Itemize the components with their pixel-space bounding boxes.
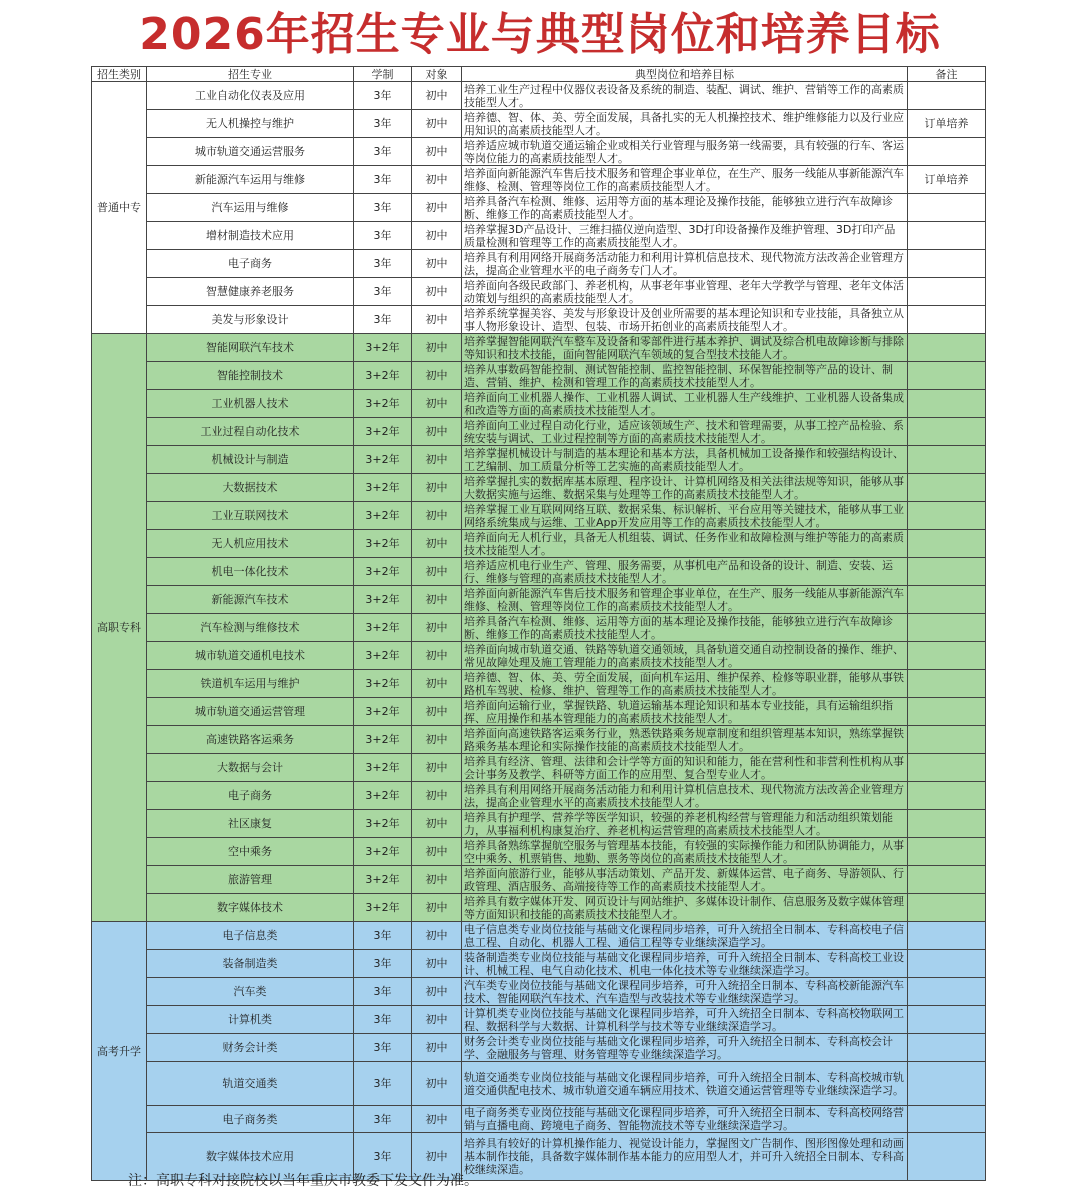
years-cell: 3+2年 (354, 502, 412, 530)
goal-cell: 培养适应城市轨道交通运输企业或相关行业管理与服务第一线需要，具有较强的行车、客运等岗位能力的高素质技能型人才。 (462, 138, 908, 166)
major-cell: 电子信息类 (147, 922, 354, 950)
table-row (92, 642, 986, 670)
table-row (92, 1106, 986, 1133)
table-row (92, 950, 986, 978)
goal-cell: 电子商务类专业岗位技能与基础文化课程同步培养，可升入统招全日制本、专科高校网络营销与直播电商、跨境电子商务、智能物流技术等专业继续深造学习。 (462, 1106, 908, 1133)
enrollment-table (91, 66, 986, 1181)
target-cell: 初中 (412, 1106, 462, 1133)
years-cell: 3+2年 (354, 782, 412, 810)
note-cell (908, 138, 986, 166)
years-cell: 3+2年 (354, 894, 412, 922)
note-cell (908, 698, 986, 726)
major-cell: 装备制造类 (147, 950, 354, 978)
table-row (92, 866, 986, 894)
years-cell: 3年 (354, 950, 412, 978)
major-cell: 无人机操控与维护 (147, 110, 354, 138)
table-row (92, 558, 986, 586)
table-row (92, 1006, 986, 1034)
table-row (92, 110, 986, 138)
major-cell: 新能源汽车技术 (147, 586, 354, 614)
years-cell: 3+2年 (354, 614, 412, 642)
goal-cell: 培养具备汽车检测、维修、运用等方面的基本理论及操作技能，能够独立进行汽车故障诊断、维修工作的高素质技术技能型人才。 (462, 614, 908, 642)
years-cell: 3+2年 (354, 530, 412, 558)
note-cell (908, 278, 986, 306)
note-cell (908, 1062, 986, 1106)
table-row (92, 446, 986, 474)
target-cell: 初中 (412, 194, 462, 222)
footnote: 注：高职专科对接院校以当年重庆市教委下发文件为准。 (128, 1173, 478, 1189)
target-cell: 初中 (412, 446, 462, 474)
goal-cell: 培养面向新能源汽车售后技术服务和管理企事业单位，在生产、服务一线能从事新能源汽车维修、检测、管理等岗位工作的高素质技术技能型人才。 (462, 586, 908, 614)
years-cell: 3+2年 (354, 558, 412, 586)
goal-cell: 培养面向工业过程自动化行业，适应该领域生产、技术和管理需要，从事工控产品检验、系统安装与调试、工业过程控制等方面的高素质技术技能型人才。 (462, 418, 908, 446)
note-cell (908, 838, 986, 866)
goal-cell: 培养面向运输行业，掌握铁路、轨道运输基本理论知识和基本专业技能，具有运输组织指挥、应用操作和基本管理能力的高素质技术技能型人才。 (462, 698, 908, 726)
major-cell: 财务会计类 (147, 1034, 354, 1062)
years-cell: 3+2年 (354, 642, 412, 670)
note-cell (908, 474, 986, 502)
target-cell: 初中 (412, 698, 462, 726)
goal-cell: 培养具备熟练掌握航空服务与管理基本技能，有较强的实际操作能力和团队协调能力，从事空中乘务、机票销售、地勤、票务等岗位的高素质技术技能型人才。 (462, 838, 908, 866)
target-cell: 初中 (412, 250, 462, 278)
major-cell: 大数据与会计 (147, 754, 354, 782)
goal-cell: 培养具有较好的计算机操作能力、视觉设计能力，掌握图文广告制作、图形图像处理和动画基本制作技能，具备数字媒体制作基本能力的应用型人才，并可升入统招全日制本、专科高校继续深造。 (462, 1133, 908, 1181)
major-cell: 高速铁路客运乘务 (147, 726, 354, 754)
target-cell: 初中 (412, 922, 462, 950)
years-cell: 3+2年 (354, 418, 412, 446)
table-row (92, 894, 986, 922)
goal-cell: 培养工业生产过程中仪器仪表设备及系统的制造、装配、调试、维护、营销等工作的高素质技能型人才。 (462, 82, 908, 110)
category-cell: 高职专科 (92, 334, 147, 922)
table-row (92, 362, 986, 390)
note-cell (908, 866, 986, 894)
table-row (92, 754, 986, 782)
major-cell: 城市轨道交通机电技术 (147, 642, 354, 670)
years-cell: 3年 (354, 922, 412, 950)
target-cell: 初中 (412, 782, 462, 810)
years-cell: 3+2年 (354, 754, 412, 782)
major-cell: 旅游管理 (147, 866, 354, 894)
target-cell: 初中 (412, 222, 462, 250)
note-cell (908, 222, 986, 250)
target-cell: 初中 (412, 838, 462, 866)
table-row (92, 502, 986, 530)
note-cell (908, 614, 986, 642)
note-cell (908, 362, 986, 390)
table-row (92, 782, 986, 810)
major-cell: 机电一体化技术 (147, 558, 354, 586)
years-cell: 3+2年 (354, 698, 412, 726)
major-cell: 铁道机车运用与维护 (147, 670, 354, 698)
note-cell (908, 194, 986, 222)
target-cell: 初中 (412, 978, 462, 1006)
note-cell (908, 446, 986, 474)
target-cell: 初中 (412, 1034, 462, 1062)
target-cell: 初中 (412, 642, 462, 670)
major-cell: 轨道交通类 (147, 1062, 354, 1106)
note-cell (908, 1034, 986, 1062)
major-cell: 空中乘务 (147, 838, 354, 866)
years-cell: 3年 (354, 978, 412, 1006)
target-cell: 初中 (412, 334, 462, 362)
category-cell: 普通中专 (92, 82, 147, 334)
target-cell: 初中 (412, 810, 462, 838)
goal-cell: 轨道交通类专业岗位技能与基础文化课程同步培养，可升入统招全日制本、专科高校城市轨道交通供配电技术、城市轨道交通车辆应用技术、铁道交通运营管理等专业继续深造学习。 (462, 1062, 908, 1106)
note-cell (908, 82, 986, 110)
note-cell (908, 782, 986, 810)
note-cell (908, 418, 986, 446)
table-row (92, 838, 986, 866)
note-cell (908, 586, 986, 614)
note-cell (908, 1133, 986, 1181)
table-row (92, 306, 986, 334)
table-row (92, 670, 986, 698)
goal-cell: 培养具有利用网络开展商务活动能力和利用计算机信息技术、现代物流方法改善企业管理方法，提高企业管理水平的高素质技术技能型人才。 (462, 782, 908, 810)
years-cell: 3年 (354, 1106, 412, 1133)
major-cell: 汽车检测与维修技术 (147, 614, 354, 642)
target-cell: 初中 (412, 418, 462, 446)
table-row (92, 278, 986, 306)
note-cell (908, 894, 986, 922)
note-cell (908, 250, 986, 278)
goal-cell: 培养面向旅游行业，能够从事活动策划、产品开发、新媒体运营、电子商务、导游领队、行政管理、酒店服务、高端接待等工作的高素质技术技能型人才。 (462, 866, 908, 894)
target-cell: 初中 (412, 866, 462, 894)
target-cell: 初中 (412, 166, 462, 194)
table-row (92, 922, 986, 950)
major-cell: 新能源汽车运用与维修 (147, 166, 354, 194)
major-cell: 智能网联汽车技术 (147, 334, 354, 362)
table-row (92, 978, 986, 1006)
years-cell: 3年 (354, 278, 412, 306)
table-row (92, 166, 986, 194)
major-cell: 无人机应用技术 (147, 530, 354, 558)
years-cell: 3+2年 (354, 838, 412, 866)
goal-cell: 培养掌握机械设计与制造的基本理论和基本方法，具备机械加工设备操作和较强结构设计、工艺编制、加工质量分析等工艺实施的高素质技能型人才。 (462, 446, 908, 474)
note-cell: 订单培养 (908, 166, 986, 194)
note-cell (908, 670, 986, 698)
table-row (92, 530, 986, 558)
goal-cell: 培养具有护理学、营养学等医学知识，较强的养老机构经营与管理能力和活动组织策划能力，从事福利机构康复治疗、养老机构运营管理的高素质技术技能型人才。 (462, 810, 908, 838)
header-note: 备注 (908, 67, 986, 82)
target-cell: 初中 (412, 1062, 462, 1106)
note-cell: 订单培养 (908, 110, 986, 138)
note-cell (908, 306, 986, 334)
goal-cell: 培养面向高速铁路客运乘务行业，熟悉铁路乘务规章制度和组织管理基本知识，熟练掌握铁路乘务基本理论和实际操作技能的高素质技术技能型人才。 (462, 726, 908, 754)
note-cell (908, 754, 986, 782)
major-cell: 大数据技术 (147, 474, 354, 502)
years-cell: 3年 (354, 222, 412, 250)
target-cell: 初中 (412, 950, 462, 978)
note-cell (908, 922, 986, 950)
table-header-row (92, 67, 986, 82)
years-cell: 3+2年 (354, 446, 412, 474)
years-cell: 3年 (354, 138, 412, 166)
table-row (92, 614, 986, 642)
table-row (92, 390, 986, 418)
years-cell: 3+2年 (354, 334, 412, 362)
years-cell: 3年 (354, 166, 412, 194)
note-cell (908, 1106, 986, 1133)
note-cell (908, 530, 986, 558)
target-cell: 初中 (412, 474, 462, 502)
major-cell: 汽车运用与维修 (147, 194, 354, 222)
target-cell: 初中 (412, 362, 462, 390)
years-cell: 3年 (354, 1034, 412, 1062)
header-major: 招生专业 (147, 67, 354, 82)
goal-cell: 电子信息类专业岗位技能与基础文化课程同步培养，可升入统招全日制本、专科高校电子信息工程、自动化、机器人工程、通信工程等专业继续深造学习。 (462, 922, 908, 950)
goal-cell: 培养具备汽车检测、维修、运用等方面的基本理论及操作技能，能够独立进行汽车故障诊断、维修工作的高素质技能型人才。 (462, 194, 908, 222)
page-title: 2026年招生专业与典型岗位和培养目标 (139, 9, 941, 60)
major-cell: 计算机类 (147, 1006, 354, 1034)
goal-cell: 培养适应机电行业生产、管理、服务需要，从事机电产品和设备的设计、制造、安装、运行、维修与管理的高素质技术技能型人才。 (462, 558, 908, 586)
target-cell: 初中 (412, 390, 462, 418)
goal-cell: 装备制造类专业岗位技能与基础文化课程同步培养，可升入统招全日制本、专科高校工业设计、机械工程、电气自动化技术、机电一体化技术等专业继续深造学习。 (462, 950, 908, 978)
note-cell (908, 978, 986, 1006)
major-cell: 工业自动化仪表及应用 (147, 82, 354, 110)
major-cell: 智慧健康养老服务 (147, 278, 354, 306)
years-cell: 3+2年 (354, 866, 412, 894)
goal-cell: 培养面向新能源汽车售后技术服务和管理企事业单位，在生产、服务一线能从事新能源汽车维修、检测、管理等岗位工作的高素质技能型人才。 (462, 166, 908, 194)
target-cell: 初中 (412, 306, 462, 334)
goal-cell: 培养德、智、体、美、劳全面发展，具备扎实的无人机操控技术、维护维修能力以及行业应用知识的高素质技能型人才。 (462, 110, 908, 138)
years-cell: 3年 (354, 194, 412, 222)
major-cell: 电子商务 (147, 250, 354, 278)
major-cell: 电子商务 (147, 782, 354, 810)
note-cell (908, 726, 986, 754)
years-cell: 3年 (354, 1133, 412, 1181)
target-cell: 初中 (412, 530, 462, 558)
target-cell: 初中 (412, 82, 462, 110)
category-cell: 高考升学 (92, 922, 147, 1181)
table-row (92, 222, 986, 250)
target-cell: 初中 (412, 110, 462, 138)
goal-cell: 培养具有利用网络开展商务活动能力和利用计算机信息技术、现代物流方法改善企业管理方法，提高企业管理水平的电子商务专门人才。 (462, 250, 908, 278)
years-cell: 3年 (354, 250, 412, 278)
major-cell: 数字媒体技术 (147, 894, 354, 922)
target-cell: 初中 (412, 1133, 462, 1181)
goal-cell: 培养掌握扎实的数据库基本原理、程序设计、计算机网络及相关法律法规等知识，能够从事大数据实施与运维、数据采集与处理等工作的高素质技术技能型人才。 (462, 474, 908, 502)
note-cell (908, 334, 986, 362)
years-cell: 3+2年 (354, 390, 412, 418)
target-cell: 初中 (412, 894, 462, 922)
goal-cell: 培养面向各级民政部门、养老机构，从事老年事业管理、老年大学教学与管理、老年文体活动策划与组织的高素质技能型人才。 (462, 278, 908, 306)
major-cell: 城市轨道交通运营管理 (147, 698, 354, 726)
table-body (92, 82, 986, 1181)
goal-cell: 培养面向工业机器人操作、工业机器人调试、工业机器人生产线维护、工业机器人设备集成和改造等方面的高素质技术技能型人才。 (462, 390, 908, 418)
years-cell: 3+2年 (354, 810, 412, 838)
major-cell: 机械设计与制造 (147, 446, 354, 474)
major-cell: 智能控制技术 (147, 362, 354, 390)
goal-cell: 培养具有经济、管理、法律和会计学等方面的知识和能力，能在营利性和非营利性机构从事会计事务及教学、科研等方面工作的应用型、复合型专业人才。 (462, 754, 908, 782)
major-cell: 工业机器人技术 (147, 390, 354, 418)
years-cell: 3年 (354, 1006, 412, 1034)
goal-cell: 财务会计类专业岗位技能与基础文化课程同步培养，可升入统招全日制本、专科高校会计学、金融服务与管理、财务管理等专业继续深造学习。 (462, 1034, 908, 1062)
header-category: 招生类别 (92, 67, 147, 82)
note-cell (908, 642, 986, 670)
header-goal: 典型岗位和培养目标 (462, 67, 908, 82)
table-row (92, 474, 986, 502)
goal-cell: 培养具有数字媒体开发、网页设计与网站维护、多媒体设计制作、信息服务及数字媒体管理等方面知识和技能的高素质技术技能型人才。 (462, 894, 908, 922)
major-cell: 数字媒体技术应用 (147, 1133, 354, 1181)
table-row (92, 418, 986, 446)
table-row (92, 1034, 986, 1062)
goal-cell: 培养德、智、体、美、劳全面发展，面向机车运用、维护保养、检修等职业群，能够从事铁路机车驾驶、检修、维护、管理等工作的高素质技术技能型人才。 (462, 670, 908, 698)
years-cell: 3年 (354, 110, 412, 138)
years-cell: 3+2年 (354, 474, 412, 502)
major-cell: 工业互联网技术 (147, 502, 354, 530)
table-row (92, 194, 986, 222)
target-cell: 初中 (412, 138, 462, 166)
goal-cell: 计算机类专业岗位技能与基础文化课程同步培养，可升入统招全日制本、专科高校物联网工程、数据科学与大数据、计算机科学与技术等专业继续深造学习。 (462, 1006, 908, 1034)
years-cell: 3+2年 (354, 362, 412, 390)
target-cell: 初中 (412, 278, 462, 306)
target-cell: 初中 (412, 670, 462, 698)
table-row (92, 586, 986, 614)
table-row (92, 250, 986, 278)
goal-cell: 培养掌握3D产品设计、三维扫描仪逆向造型、3D打印设备操作及维护管理、3D打印产品质量检测和管理等工作的高素质技能型人才。 (462, 222, 908, 250)
major-cell: 美发与形象设计 (147, 306, 354, 334)
years-cell: 3年 (354, 1062, 412, 1106)
note-cell (908, 810, 986, 838)
target-cell: 初中 (412, 558, 462, 586)
goal-cell: 汽车类专业岗位技能与基础文化课程同步培养，可升入统招全日制本、专科高校新能源汽车技术、智能网联汽车技术、汽车造型与改装技术等专业继续深造学习。 (462, 978, 908, 1006)
target-cell: 初中 (412, 586, 462, 614)
major-cell: 汽车类 (147, 978, 354, 1006)
years-cell: 3+2年 (354, 586, 412, 614)
goal-cell: 培养掌握工业互联网网络互联、数据采集、标识解析、平台应用等关键技术，能够从事工业网络系统集成与运维、工业App开发应用等工作的高素质技术技能型人才。 (462, 502, 908, 530)
years-cell: 3年 (354, 82, 412, 110)
years-cell: 3+2年 (354, 670, 412, 698)
note-cell (908, 502, 986, 530)
table-row (92, 1062, 986, 1106)
goal-cell: 培养掌握智能网联汽车整车及设备和零部件进行基本养护、调试及综合机电故障诊断与排除等知识和技术技能，面向智能网联汽车领域的复合型技术技能人才。 (462, 334, 908, 362)
header-years: 学制 (354, 67, 412, 82)
goal-cell: 培养系统掌握美容、美发与形象设计及创业所需要的基本理论知识和专业技能，具备独立从事人物形象设计、造型、包装、市场开拓创业的高素质技能型人才。 (462, 306, 908, 334)
major-cell: 社区康复 (147, 810, 354, 838)
table-row (92, 726, 986, 754)
table-row (92, 698, 986, 726)
note-cell (908, 1006, 986, 1034)
note-cell (908, 558, 986, 586)
table-row (92, 138, 986, 166)
goal-cell: 培养面向城市轨道交通、铁路等轨道交通领域，具备轨道交通自动控制设备的操作、维护、常见故障处理及施工管理能力的高素质技术技能型人才。 (462, 642, 908, 670)
goal-cell: 培养面向无人机行业，具备无人机组装、调试、任务作业和故障检测与维护等能力的高素质技术技能型人才。 (462, 530, 908, 558)
target-cell: 初中 (412, 726, 462, 754)
target-cell: 初中 (412, 754, 462, 782)
years-cell: 3年 (354, 306, 412, 334)
header-target: 对象 (412, 67, 462, 82)
major-cell: 增材制造技术应用 (147, 222, 354, 250)
target-cell: 初中 (412, 614, 462, 642)
table-row (92, 334, 986, 362)
note-cell (908, 390, 986, 418)
major-cell: 电子商务类 (147, 1106, 354, 1133)
goal-cell: 培养从事数码智能控制、测试智能控制、监控智能控制、环保智能控制等产品的设计、制造、营销、维护、检测和管理工作的高素质技术技能型人才。 (462, 362, 908, 390)
table-row (92, 810, 986, 838)
years-cell: 3+2年 (354, 726, 412, 754)
major-cell: 工业过程自动化技术 (147, 418, 354, 446)
major-cell: 城市轨道交通运营服务 (147, 138, 354, 166)
note-cell (908, 950, 986, 978)
table-row (92, 82, 986, 110)
target-cell: 初中 (412, 502, 462, 530)
target-cell: 初中 (412, 1006, 462, 1034)
